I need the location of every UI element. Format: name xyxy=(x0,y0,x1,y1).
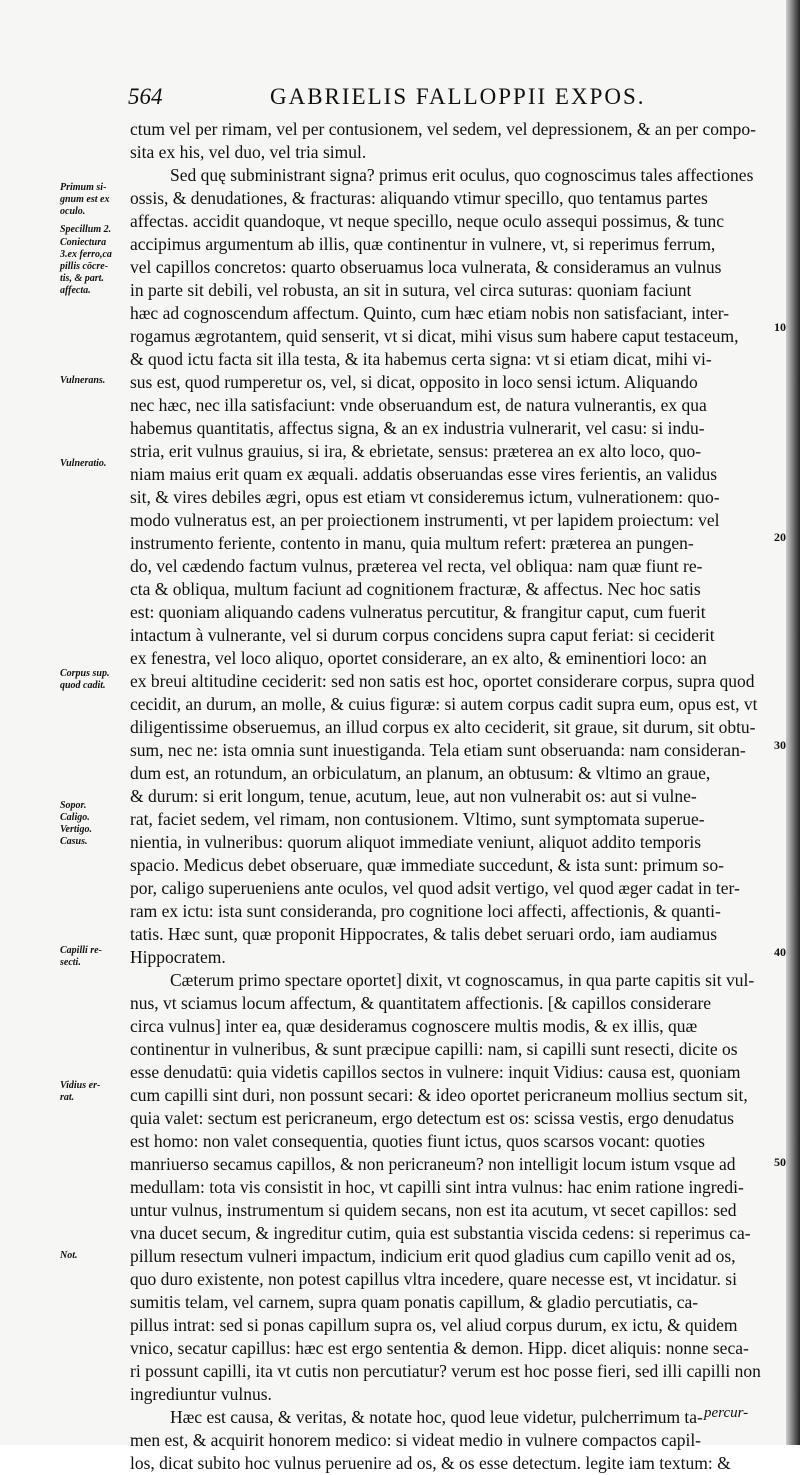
text-line: sus est, quod rumperetur os, vel, si dicat, opposito in loco sensi ictum. Aliquando xyxy=(130,372,698,392)
text-line: esse denudatū: quia videtis capillos sectos in vulnere: inquit Vidius: causa est, quoniam xyxy=(130,1062,741,1082)
text-line: est: quoniam aliquando cadens vulneratus percutitur, & frangitur caput, cum fuerit xyxy=(130,602,706,622)
text-line: vel capillos concretos: quarto obseruamus loca vulnerata, & consideramus an vulnus xyxy=(130,257,722,277)
text-line: quia valet: sectum est pericraneum, ergo detectum est os: scissa vestis, ergo denudatus xyxy=(130,1108,734,1128)
catchword: percur- xyxy=(704,1405,749,1421)
margin-note: Coniectura 3.ex ferro,ca pillis cōcre- tis, & part. affecta. xyxy=(60,237,112,296)
margin-note: Vulneratio. xyxy=(60,458,107,469)
text-line: cta & obliqua, multum faciunt ad cognitionem fracturæ, & affectus. Nec hoc satis xyxy=(130,579,701,599)
text-line: nec hæc, nec illa satisfaciunt: vnde obseruandum est, de natura vulnerantis, ex qua xyxy=(130,395,707,415)
line-number: 10 xyxy=(774,320,786,334)
margin-note: Sopor. Caligo. Vertigo. Casus. xyxy=(60,800,92,847)
text-line: quo duro existente, non potest capillus vltra incedere, quare necesse est, vt incidatur. si xyxy=(130,1269,737,1289)
text-line: sumitis telam, vel carnem, supra quam ponatis capillum, & gladio percutiatis, ca- xyxy=(130,1292,699,1312)
text-line: Hippocratem. xyxy=(130,947,226,967)
text-line: instrumento feriente, contento in manu, quia multum refert: præterea an pungen- xyxy=(130,533,694,553)
text-line: vna ducet secum, & ingreditur cutim, quia est substantia viscida cedens: si reperimus ca- xyxy=(130,1223,751,1243)
text-line: rat, faciet sedem, vel rimam, non contusionem. Vltimo, sunt symptomata superue- xyxy=(130,809,705,829)
text-line: sita ex his, vel duo, vel tria simul. xyxy=(130,142,367,162)
text-line: pillum resectum vulneri impactum, indicium erit quod gladius cum capillo venit ad os, xyxy=(130,1246,736,1266)
text-line: vnico, secatur capillus: hæc est ergo sententia & demon. Hipp. dicet aliquis: nonne seca- xyxy=(130,1338,749,1358)
text-line: niam maius erit quam ex æquali. addatis obseruandas esse vires ferientis, an validus xyxy=(130,464,718,484)
page-number: 564 xyxy=(128,84,163,109)
text-line: habemus quantitatis, affectus signa, & an ex industria vulnerarit, vel casu: si indu- xyxy=(130,418,705,438)
line-number: 50 xyxy=(774,1155,786,1169)
margin-note: Vidius er- rat. xyxy=(60,1080,101,1103)
margin-note: Primum si- gnum est ex oculo. xyxy=(60,182,110,217)
text-line: hæc ad cognoscendum affectum. Quinto, cum hæc etiam nobis non satisfaciant, inter- xyxy=(130,303,730,323)
text-line: ingrediuntur vulnus. xyxy=(130,1384,272,1404)
text-line: do, vel cædendo factum vulnus, præterea vel recta, vel obliqua: nam quæ fiunt re- xyxy=(130,556,703,576)
text-line: modo vulneratus est, an per proiectionem instrumenti, vt per lapidem proiectum: vel xyxy=(130,510,720,530)
text-line: cecidit, an durum, an molle, & cuius figuræ: si autem corpus cadit supra eum, opus est, vt xyxy=(130,694,758,714)
line-number: 40 xyxy=(774,945,786,959)
body-text xyxy=(130,118,770,1475)
text-line: ram ex ictu: ista sunt consideranda, pro cognitione loci affecti, affectionis, & quanti- xyxy=(130,901,721,921)
text-line: est homo: non valet consequentia, quoties fiunt ictus, quos scarsos vocant: quoties xyxy=(130,1131,705,1151)
text-line: ctum vel per rimam, vel per contusionem, vel sedem, vel depressionem, & an per compo- xyxy=(130,119,756,139)
margin-note: Specillum 2. xyxy=(60,224,112,235)
running-title: GABRIELIS FALLOPPII EXPOS. xyxy=(270,84,646,109)
text-line: & quod ictu facta sit illa testa, & ita habemus certa signa: vt si etiam dicat, mihi vi- xyxy=(130,349,712,369)
text-line: ri possunt capilli, ita vt cutis non percutiatur? verum est hoc posse fieri, sed illi capilli non xyxy=(130,1361,761,1381)
binding-gutter xyxy=(786,0,800,1445)
text-line: dum est, an rotundum, an orbiculatum, an planum, an obtusum: & vltimo an graue, xyxy=(130,763,711,783)
text-line: & durum: si erit longum, tenue, acutum, leue, aut non vulnerabit os: aut si vulne- xyxy=(130,786,697,806)
page-header xyxy=(128,84,668,110)
text-line: untur vulnus, instrumentum si quidem secans, non est ita acutum, vt secet capillos: sed xyxy=(130,1200,737,1220)
text-line: sum, nec ne: ista omnia sunt inuestiganda. Tela etiam sunt obseruanda: nam consideran- xyxy=(130,740,746,760)
text-line: men est, & acquirit honorem medico: si videat medio in vulnere compactos capil- xyxy=(130,1430,702,1450)
text-line: ex breui altitudine ceciderit: sed non satis est hoc, oportet considerare corpus, supra quod xyxy=(130,671,755,691)
text-line: diligentissime obseruemus, an illud corpus ex alto ceciderit, sit graue, sit durum, sit obtu- xyxy=(130,717,756,737)
text-line: continentur in vulneribus, & sunt præcipue capilli: nam, si capilli sunt resecti, dicite os xyxy=(130,1039,738,1059)
margin-note: Corpus sup. quod cadit. xyxy=(60,668,110,691)
text-line: stria, erit vulnus grauius, si ira, & ebrietate, sensus: præterea an ex alto loco, quo- xyxy=(130,441,702,461)
text-line: nus, vt sciamus locum affectum, & quantitatem affectionis. [& capillos considerare xyxy=(130,993,712,1013)
text-line: pillus intrat: sed si ponas capillum supra os, vel aliud corpus durum, ex ictu, & quidem xyxy=(130,1315,738,1335)
text-line: ossis, & denudationes, & fracturas: aliquando vtimur specillo, quo tentamus partes xyxy=(130,188,708,208)
text-line: circa vulnus] inter ea, quæ desideramus cognoscere multis modis, & ex illis, quæ xyxy=(130,1016,698,1036)
text-line: nientia, in vulneribus: quorum aliquot immediate veniunt, aliquot addito temporis xyxy=(130,832,702,852)
text-line: medullam: tota vis consistit in hoc, vt capilli sint intra vulnus: hac enim ratione ingredi- xyxy=(130,1177,744,1197)
text-line: cum capilli sint duri, non possunt secari: & ideo oportet pericraneum mollius sectum sit, xyxy=(130,1085,748,1105)
text-line: por, caligo superueniens ante oculos, vel quod adsit vertigo, vel quod æger cadat in ter- xyxy=(130,878,740,898)
text-line: Sed quę subministrant signa? primus erit oculus, quo cognoscimus tales affectiones xyxy=(170,165,754,185)
text-line: Cæterum primo spectare oportet] dixit, vt cognoscamus, in qua parte capitis sit vul- xyxy=(170,970,755,990)
text-line: tatis. Hæc sunt, quæ proponit Hippocrates, & talis debet seruari ordo, iam audiamus xyxy=(130,924,718,944)
line-number: 20 xyxy=(774,530,786,544)
text-line: ex fenestra, vel loco aliquo, oportet considerare, an ex alto, & eminentiori loco: an xyxy=(130,648,707,668)
text-line: rogamus ægrotantem, quid senserit, vt si dicat, mihi visus sum habere caput testaceum, xyxy=(130,326,739,346)
text-line: spacio. Medicus debet obseruare, quæ immediate succedunt, & ista sunt: primum so- xyxy=(130,855,724,875)
margin-note: Vulnerans. xyxy=(60,375,106,386)
text-line: accipimus argumentum ab illis, quæ continentur in vulnere, vt, si reperimus ferrum, xyxy=(130,234,716,254)
text-line: intactum à vulnerante, vel si durum corpus concidens supra caput feriat: si ceciderit xyxy=(130,625,715,645)
margin-notes xyxy=(0,0,120,1445)
margin-note: Capilli re- secti. xyxy=(60,945,102,968)
text-line: los, dicat subito hoc vulnus peruenire ad os, & os esse detectum. legite iam textum: & xyxy=(130,1453,731,1473)
margin-note: Not. xyxy=(60,1250,78,1261)
text-line: in parte sit debili, vel robusta, an sit in sutura, vel circa suturas: quoniam faciunt xyxy=(130,280,692,300)
text-line: affectas. accidit quandoque, vt neque specillo, neque oculo assequi possimus, & tunc xyxy=(130,211,725,231)
text-line: sit, & vires debiles ægri, opus est etiam vt consideremus ictum, vulnerationem: quo- xyxy=(130,487,720,507)
text-line: manriuerso secamus capillos, & non pericraneum? non intelligit locum istum vsque ad xyxy=(130,1154,736,1174)
text-line: Hæc est causa, & veritas, & notate hoc, quod leue videtur, pulcherrimum ta- xyxy=(170,1407,703,1427)
line-number: 30 xyxy=(774,738,786,752)
